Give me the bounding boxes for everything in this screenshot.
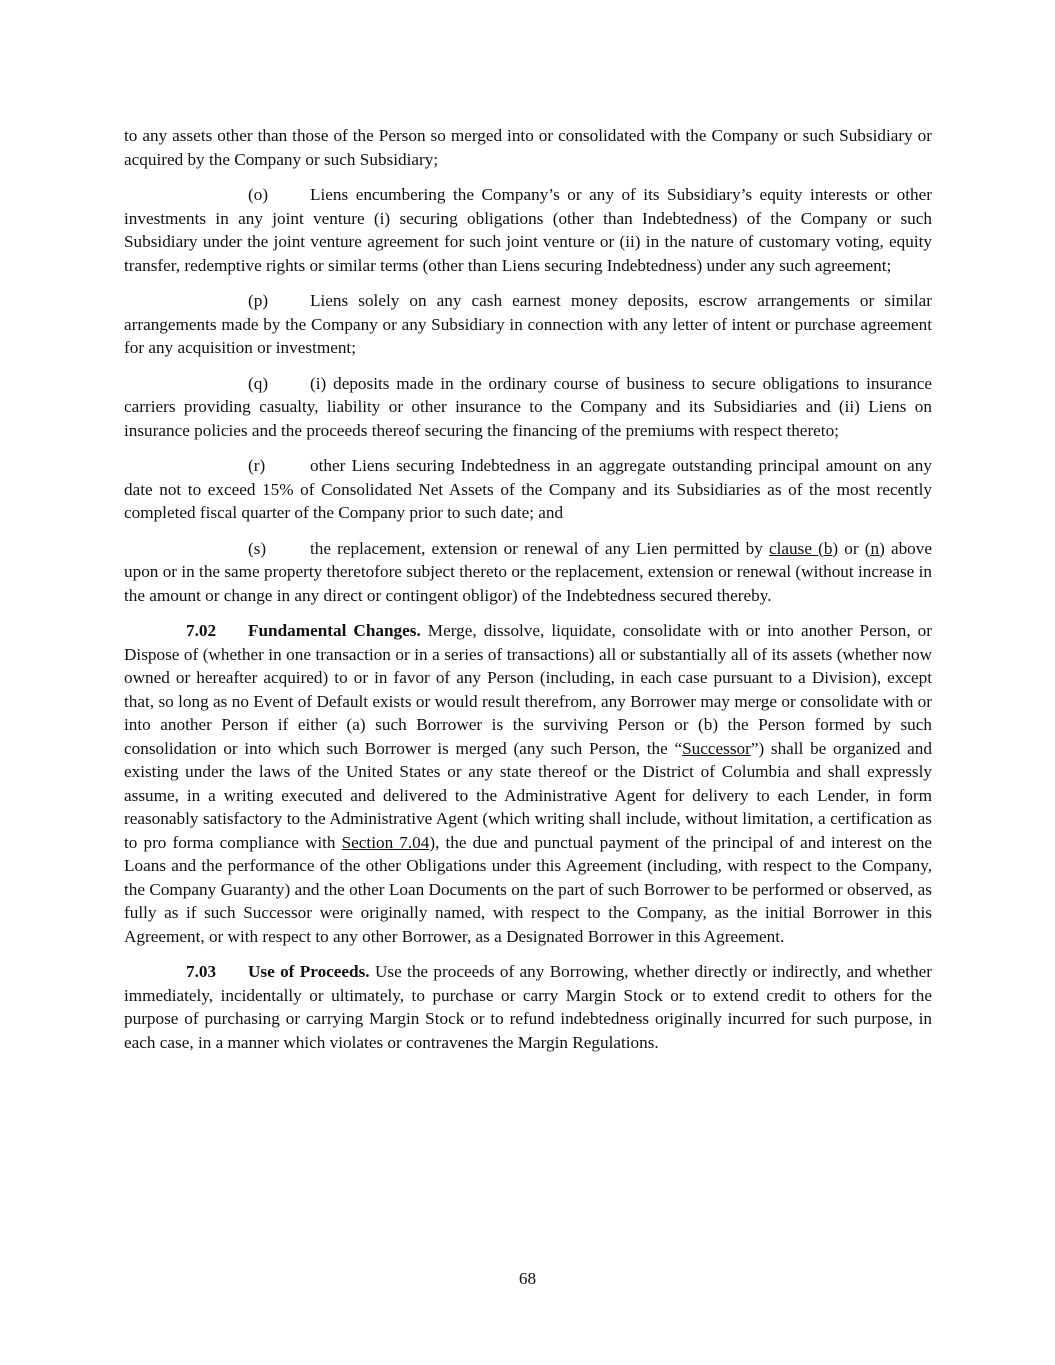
successor-term: Successor [682, 738, 751, 758]
clause-q-label: (q) [248, 373, 269, 393]
clause-b-reference: clause (b) [769, 538, 839, 558]
section-7-02 [124, 619, 932, 948]
clause-q [124, 372, 932, 443]
section-7-03-number: 7.03 [186, 962, 217, 981]
clause-s [124, 537, 932, 608]
clause-o-label: (o) [248, 185, 269, 204]
section-7-04-reference: Section 7.04 [341, 832, 430, 852]
section-7-02-text-1: Merge, dissolve, liquidate, consolidate with or into another Person, or Dispose of (whether in one transaction or in a series of transactions) all or substantially all of its assets (whether now owned or hereafter acquired) to or in favor of any Person (including, in each case pursuant to a Division), except that, so long as no Event of Default exists or would result therefrom, any Borrower may merge or consolidate with or into another Person if either (a) such Borrower is the surviving Person or (b) the Person formed by such consolidation or into which such Borrower is merged (any such Person, the “ [124, 621, 932, 758]
clause-s-label: (s) [248, 538, 267, 558]
section-7-03-heading: Use of Proceeds. [248, 962, 370, 981]
clause-r [124, 454, 932, 525]
section-7-02-number: 7.02 [186, 621, 217, 640]
clause-n-reference: (n) [864, 538, 885, 558]
page-number: 68 [518, 1269, 537, 1288]
section-7-03-text: Use the proceeds of any Borrowing, whether directly or indirectly, and whether immediately, incidentally or ultimately, to purchase or carry Margin Stock or to extend credit to others for the purpose of purchasing or carrying Margin Stock or to refund indebtedness originally incurred for such purpose, in each case, in a manner which violates or contravenes the Margin Regulations. [124, 962, 933, 1052]
clause-p [124, 289, 932, 360]
clause-q-text: (i) deposits made in the ordinary course of business to secure obligations to insurance carriers providing casualty, liability or other insurance to the Company and its Subsidiaries and (ii) Liens on insurance policies and the proceeds thereof securing the financing of the premiums with respect thereto; [124, 373, 932, 440]
section-7-02-heading: Fundamental Changes. [248, 621, 421, 640]
clause-p-label: (p) [248, 291, 269, 310]
clause-o [124, 183, 932, 277]
clause-s-text-2: or [838, 538, 865, 558]
section-7-03 [124, 960, 932, 1054]
document-page [124, 124, 932, 1066]
clause-s-text-3: above upon or in the same property theretofore subject thereto or the replacement, extension or renewal (without increase in the amount or change in any direct or contingent obligor) of the Indebtedness secured thereby. [124, 538, 932, 605]
clause-r-text: other Liens securing Indebtedness in an aggregate outstanding principal amount on any date not to exceed 15% of Consolidated Net Assets of the Company and its Subsidiaries as of the most recently completed fiscal quarter of the Company prior to such date; and [124, 456, 932, 522]
clause-s-text-1: the replacement, extension or renewal of any Lien permitted by [310, 538, 769, 558]
clause-r-label: (r) [248, 456, 266, 475]
clause-p-text: Liens solely on any cash earnest money deposits, escrow arrangements or similar arrangements made by the Company or any Subsidiary in connection with any letter of intent or purchase agreement for any acquisition or investment; [124, 291, 932, 357]
clause-o-text: Liens encumbering the Company’s or any of its Subsidiary’s equity interests or other investments in any joint venture (i) securing obligations (other than Indebtedness) of the Company or such Subsidiary under the joint venture agreement for such joint venture or (ii) in the nature of customary voting, equity transfer, redemptive rights or similar terms (other than Liens securing Indebtedness) under any such agreement; [124, 185, 932, 275]
section-7-02-text-3: ), the due and punctual payment of the principal of and interest on the Loans and the performance of the other Obligations under this Agreement (including, with respect to the Company, the Company Guaranty) and the other Loan Documents on the part of such Borrower to be performed or observed, as fully as if such Successor were originally named, with respect to the Company, as the initial Borrower in this Agreement, or with respect to any other Borrower, as a Designated Borrower in this Agreement. [124, 832, 932, 946]
continuation-paragraph: to any assets other than those of the Person so merged into or consolidated with the Company or such Subsidiary or acquired by the Company or such Subsidiary; [124, 126, 932, 169]
section-7-02-text-2: ”) shall be organized and existing under the laws of the United States or any state thereof or the District of Columbia and shall expressly assume, in a writing executed and delivered to the Administrative Agent for delivery to each Lender, in form reasonably satisfactory to the Administrative Agent (which writing shall include, without limitation, a certification as to pro forma compliance with [124, 738, 932, 852]
